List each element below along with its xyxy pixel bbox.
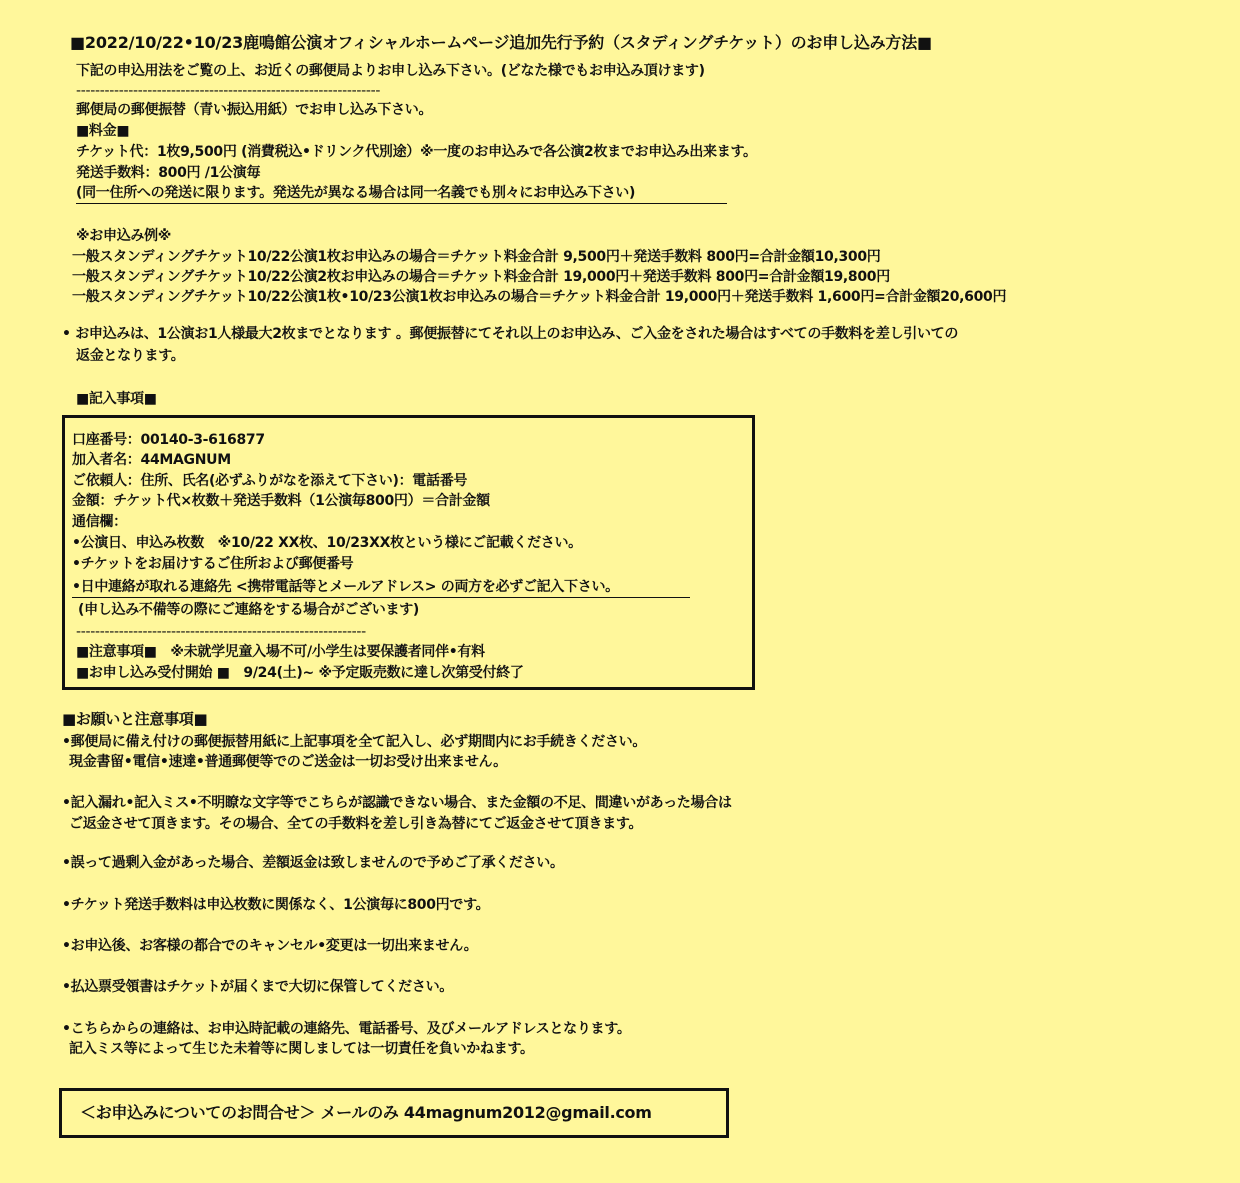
note-item: •郵便局に備え付けの郵便振替用紙に上記事項を全て記入し、必ず期間内にお手続きください。 [62, 734, 647, 750]
memo-item: (申し込み不備等の際にご連絡をする場合がございます) [78, 602, 419, 618]
note-item: 記入ミス等によって生じた未着等に関しましては一切責任を負いかねます。 [69, 1041, 534, 1057]
example-item: 一般スタンディングチケット10/22公演1枚•10/23公演1枚お申込みの場合＝チケット料金合計 19,000円＋発送手数料 1,600円=合計金額20,600円 [72, 289, 1007, 305]
account-name: 加入者名：44MAGNUM [72, 452, 231, 468]
acceptance-start: ■お申し込み受付開始 ■ 9/24(土)~ ※予定販売数に達し次第受付終了 [76, 665, 524, 681]
account-number: 口座番号：00140-3-616877 [72, 432, 265, 448]
intro-text: 下記の申込用法をご覧の上、お近くの郵便局よりお申し込み下さい。(どなた様でもお申込み頂けます) [76, 63, 705, 79]
example-item: 一般スタンディングチケット10/22公演1枚お申込みの場合＝チケット料金合計 9,500円＋発送手数料 800円=合計金額10,300円 [72, 249, 881, 265]
contact-email: ＜お申込みについてのお問合せ＞ メールのみ 44magnum2012@gmail.com [80, 1103, 652, 1122]
note-item: ご返金させて頂きます。その場合、全ての手数料を差し引き為替にてご返金させて頂きます。 [69, 816, 643, 832]
memo-label: 通信欄： [72, 514, 127, 530]
amount-info: 金額：チケット代×枚数＋発送手数料（1公演毎800円）＝合計金額 [72, 493, 490, 509]
limit-notice-cont: 返金となります。 [76, 348, 185, 364]
entry-heading: ■記入事項■ [76, 391, 157, 407]
note-item: •払込票受領書はチケットが届くまで大切に保管してください。 [62, 979, 453, 995]
divider: ---------------------------------------------------------------- [76, 83, 381, 99]
memo-item: •日中連絡が取れる連絡先 <携帯電話等とメールアドレス> の両方を必ずご記入下さい。 [72, 577, 690, 598]
fee-heading: ■料金■ [76, 123, 130, 139]
page-title: ■2022/10/22•10/23鹿鳴館公演オフィシャルホームページ追加先行予約（スタディングチケット）のお申し込み方法■ [70, 33, 932, 52]
shipping-fee: 発送手数料：800円 /1公演毎 [76, 165, 261, 181]
note-item: •チケット発送手数料は申込枚数に関係なく、1公演毎に800円です。 [62, 897, 490, 913]
note-item: 現金書留•電信•速達•普通郵便等でのご送金は一切お受け出来ません。 [69, 754, 507, 770]
example-item: 一般スタンディングチケット10/22公演2枚お申込みの場合＝チケット料金合計 19,000円＋発送手数料 800円=合計金額19,800円 [72, 269, 890, 285]
memo-item: •チケットをお届けするご住所および郵便番号 [72, 556, 354, 572]
limit-notice: • お申込みは、1公演お1人様最大2枚までとなります 。郵便振替にてそれ以上のお申込み、ご入金をされた場合はすべての手数料を差し引いての [62, 326, 959, 342]
note-item: •記入漏れ•記入ミス•不明瞭な文字等でこちらが認識できない場合、また金額の不足、間違いがあった場合は [62, 795, 732, 811]
shipping-note: (同一住所への発送に限ります。発送先が異なる場合は同一名義でも別々にお申込み下さい) [76, 183, 727, 204]
note-item: •誤って過剰入金があった場合、差額返金は致しませんので予めご了承ください。 [62, 855, 564, 871]
caution-notice: ■注意事項■ ※未就学児童入場不可/小学生は要保護者同伴•有料 [76, 644, 485, 660]
notes-heading: ■お願いと注意事項■ [62, 710, 208, 728]
examples-heading: ※お申込み例※ [76, 228, 172, 244]
divider: ------------------------------------------------------------- [76, 624, 366, 640]
ticket-price: チケット代：1枚9,500円 (消費税込•ドリンク代別途）※一度のお申込みで各公演2枚までお申込み出来ます。 [76, 144, 757, 160]
postal-instruction: 郵便局の郵便振替（青い振込用紙）でお申し込み下さい。 [76, 102, 433, 118]
client-info: ご依頼人：住所、氏名(必ずふりがなを添えて下さい)：電話番号 [72, 473, 468, 489]
note-item: •こちらからの連絡は、お申込時記載の連絡先、電話番号、及びメールアドレスとなります。 [62, 1021, 631, 1037]
note-item: •お申込後、お客様の都合でのキャンセル•変更は一切出来ません。 [62, 938, 478, 954]
memo-item: •公演日、申込み枚数 ※10/22 XX枚、10/23XX枚という様にご記載ください。 [72, 535, 582, 551]
